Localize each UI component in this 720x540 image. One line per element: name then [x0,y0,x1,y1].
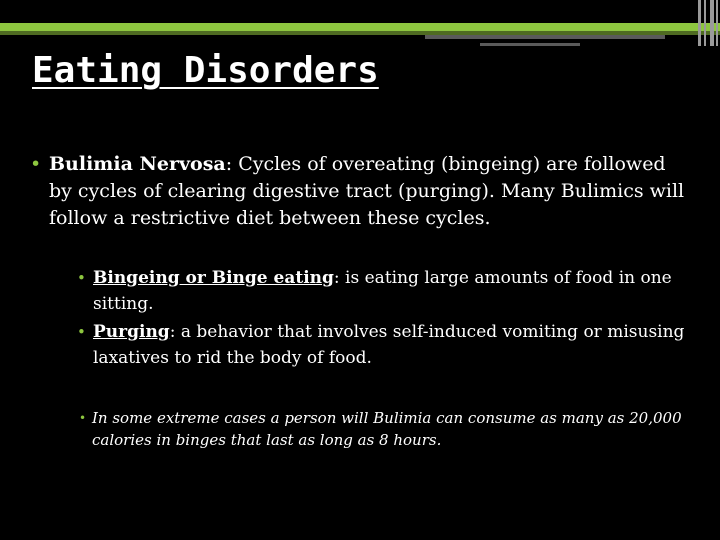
right-edge-stripe [698,0,701,46]
bullet-marker: • [77,269,86,287]
top-grey-bar-short [480,43,580,46]
note-bullet [79,407,689,451]
sub-bullet-text [77,265,697,317]
sub-bullet-body: : a behavior that involves self-induced vomiting or misusing laxatives to rid the body of food. [93,322,685,368]
bullet-marker: • [30,153,42,175]
slide-title: Eating Disorders [32,50,379,91]
main-bullet-body: : Cycles of overeating (bingeing) are followed by cycles of clearing digestive tract (purging). Many Bulimics will follow a restrictive diet between these cycles. [49,153,685,229]
main-bullet-text [30,151,690,232]
main-bullet [30,151,690,232]
sub-bullet-purging [77,319,697,371]
note-text: In some extreme cases a person will Bulimia can consume as many as 20,000 calories in binges that last as long as 8 hours. [92,409,682,449]
top-accent-bar [0,23,720,31]
top-grey-bar [425,35,665,39]
right-edge-stripe-4 [716,0,718,46]
sub-bullet-term: Purging [93,322,170,342]
sub-bullet-body: : is eating large amounts of food in one sitting. [93,268,672,314]
bullet-marker: • [79,411,87,425]
main-bullet-term: Bulimia Nervosa [49,153,226,175]
bullet-marker: • [77,323,86,341]
sub-bullet-term: Bingeing or Binge eating [93,268,334,288]
right-edge-stripe-3 [710,0,714,46]
right-edge-stripe-2 [704,0,706,46]
sub-bullet-text [77,319,697,371]
sub-bullet-bingeing [77,265,697,317]
